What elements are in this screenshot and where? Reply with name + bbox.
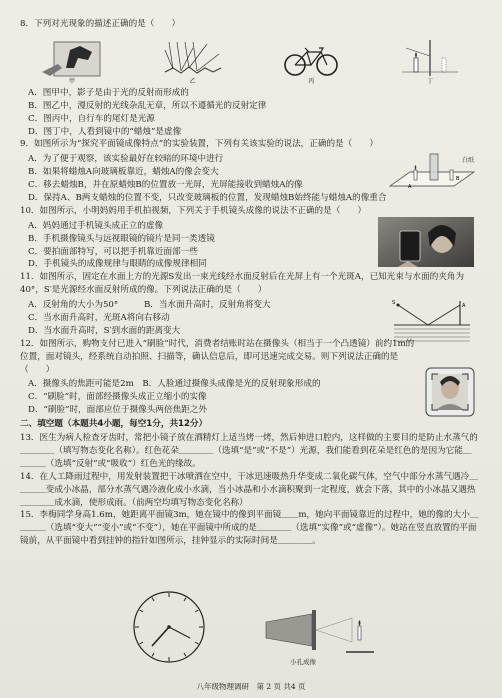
question-9 xyxy=(20,138,480,204)
question-13: 13．医生为病人检查牙齿时，常把小镜子放在酒精灯上适当烤一烤，然后伸进口腔内，这样做的主要目的是防止水蒸气的＿＿＿＿（填写物态变化名称）。红色花朵＿＿＿＿（选填“是”或“不是”）光源，我们能看到花朵是红色的是因为它能＿＿＿＿（选填“反射”或“吸收”）红色光的缘故。 xyxy=(20,433,478,469)
diffuse-reflection-figure xyxy=(163,38,223,78)
question-9-option-b: B．如果将蜡烛A向玻璃板靠近，蜡烛A的像会变大 xyxy=(28,167,219,178)
question-12 xyxy=(20,338,480,417)
figure-yi xyxy=(163,38,223,85)
figure-label-ding: 丁 xyxy=(426,77,433,85)
question-11 xyxy=(20,271,480,337)
question-12-option-c: C．“刷脸”时，面部经摄像头成正立缩小的实像 xyxy=(28,392,207,403)
question-8-option-d: D．图丁中，人看到镜中的“蜡烛”是虚像 xyxy=(28,126,182,137)
svg-text:A: A xyxy=(462,303,466,310)
svg-text:A: A xyxy=(408,184,412,191)
section-2-title: 二、填空题（本题共4小题，每空1分，共12分） xyxy=(20,419,208,430)
question-14: 14．在人工降雨过程中，用发射装置把干冰喷洒在空中，干冰迅速吸热升华变成二氧化碳气体，空气中部分水蒸气遇冷＿＿＿＿变成小冰晶，部分水蒸气遇冷液化成小水滴，当小冰晶和小水滴积聚到一定程度，就会下落，其中的小冰晶又遇热＿＿＿＿成水滴，使形成雨。（前两空均填写物态变化名称） xyxy=(20,471,478,508)
page-footer: 八年级物理调研 第 2 页 共4 页 xyxy=(196,681,306,691)
question-12-option-ab: A．摄像头的焦距可能是2m B．人脸通过摄像头成像是光的反射现象形成的 xyxy=(28,379,321,390)
phone-photo-figure xyxy=(378,217,474,267)
question-10-option-c: C．要拍面部特写，可以把手机靠近面部一些 xyxy=(28,246,198,257)
svg-text:B: B xyxy=(456,176,460,183)
question-11-option-d: D．当水面升高时，S′到水面的距离变大 xyxy=(28,325,181,336)
question-10 xyxy=(20,205,480,271)
question-12-option-d: D．“刷脸”时，面部应位于摄像头两倍焦距之外 xyxy=(28,405,207,416)
question-9-option-a: A．为了便于观察，该实验最好在较暗的环境中进行 xyxy=(28,154,224,165)
figure-jia xyxy=(40,38,104,85)
question-10-option-a: A．妈妈通过手机镜头成正立的虚像 xyxy=(28,220,164,231)
question-10-option-b: B．手机摄像镜头与远视眼镜的镜片是同一类透镜 xyxy=(28,233,215,244)
question-15: 15．李梅同学身高1.6m，她距离平面镜3m，她在镜中的像到平面镜＿＿m，她向平面镜靠近的过程中，她的像的大小＿＿＿＿（选填“变大”“变小”或“不变”），她在平面镜中所成的是＿＿＿＿（选填“实像”或“虚像”）。她站在竖直放置的平面镜前，从平面镜中看到挂钟的指针如图所示，挂钟显示的实际时间是＿＿＿＿。 xyxy=(20,510,479,547)
figure-label-bing: 丙 xyxy=(308,77,315,85)
question-15-figures xyxy=(0,588,502,672)
question-11-stem: 11．如图所示，固定在水面上方的光源S发出一束光线经水面反射后在光屏上有一个光斑A，已知光束与水面的夹角为40°，S′是光源经水面反射所成的像。下列说法正确的是（ ） xyxy=(20,272,465,296)
phone-filming-photo xyxy=(378,217,474,272)
figure-bing xyxy=(281,38,341,85)
question-10-option-d: D．手机镜头的成像规律与眼睛的成像规律相同 xyxy=(28,259,207,270)
figure-label-jia: 甲 xyxy=(68,77,75,85)
question-8-stem: 8．下列对光现象的描述正确的是（ ） xyxy=(20,19,181,29)
question-8-option-b: B．图乙中，漫反射的光线杂乱无章，所以不遵循光的反射定律 xyxy=(28,100,267,111)
question-8-option-a: A．图甲中，影子是由于光的反射而形成的 xyxy=(28,87,189,98)
face-scan-figure xyxy=(424,366,476,418)
question-11-option-ab: A．反射角的大小为50° B．当水面升高时，反射角将变大 xyxy=(28,300,271,311)
question-12-stem: 12．如图所示，购物支付已进入“刷脸”时代，消费者结账时站在摄像头（相当于一个凸透镜）前约1m的位置，面对镜头，经系统自动拍照、扫描等，确认信息后，即可迅速完成交易。则下列说法正确的是（ ） xyxy=(20,338,415,375)
hand-shadow-figure xyxy=(40,38,104,78)
plane-mirror-setup-figure xyxy=(386,150,478,195)
question-9-option-c: C．移去蜡烛B，并在原蜡烛B的位置放一光屏，光屏能接收到蜡烛A的像 xyxy=(28,180,303,191)
white-paper-label: 白纸 xyxy=(461,157,474,165)
pinhole-camera-figure xyxy=(262,606,380,658)
bicycle-figure xyxy=(281,38,341,78)
figure-ding xyxy=(400,38,460,85)
question-9-option-d: D．保持A、B两支蜡烛的位置不变，只改变玻璃板的位置，发现蜡烛B始终能与蜡烛A的像重合 xyxy=(28,193,387,204)
mirror-candle-figure xyxy=(400,38,460,78)
question-8-option-c: C．图丙中，自行车的尾灯是光源 xyxy=(28,113,155,124)
question-8-figures xyxy=(40,37,460,85)
question-8 xyxy=(20,18,480,138)
face-payment-figure xyxy=(424,366,476,423)
figure-label-yi: 乙 xyxy=(189,77,196,85)
svg-text:S: S xyxy=(392,300,396,307)
question-9-stem: 9．如图所示为“探究平面镜成像特点”的实验装置，下列有关该实验的说法，正确的是（ ） xyxy=(20,139,379,150)
pinhole-imaging-label: 小孔成像 xyxy=(290,658,316,666)
question-11-option-c: C．当水面升高时，光斑A将向右移动 xyxy=(28,313,170,324)
wall-clock-figure xyxy=(130,588,208,666)
question-10-stem: 10．如图所示，小明妈妈用手机拍视频，下列关于手机镜头成像的说法不正确的是（ ） xyxy=(20,205,367,216)
